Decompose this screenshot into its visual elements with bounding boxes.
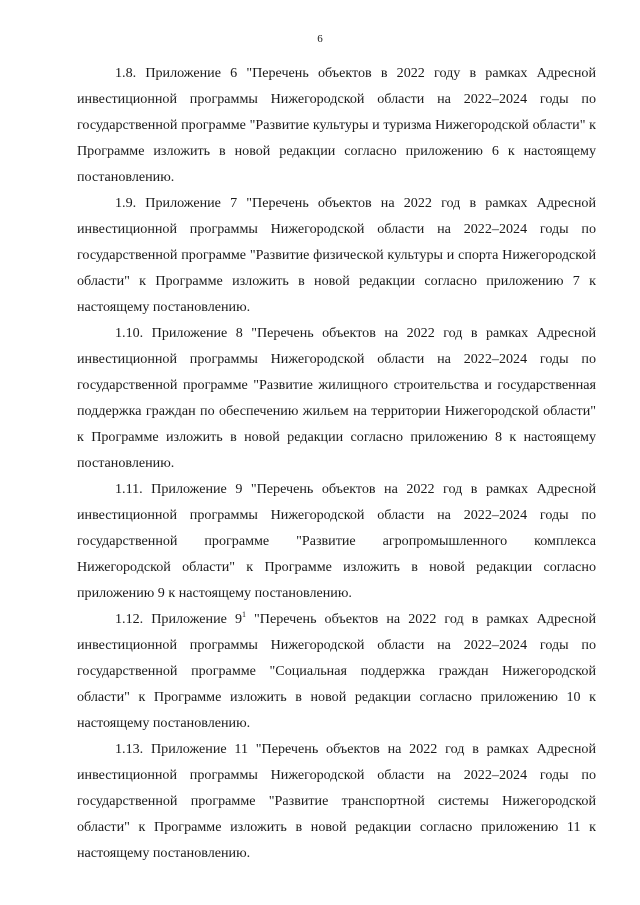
item-number: 1.9. xyxy=(115,195,137,211)
item-number: 1.8. xyxy=(115,65,137,81)
superscript-index: 1 xyxy=(242,610,246,619)
item-text: Приложение 8 "Перечень объектов на 2022 год в рамках Адресной инвестиционной программы Нижегородской области на 2022–2024 годы по государственной программе "Развитие жилищного строительства и государственная поддержка граждан по обеспечению жильем на территории Нижегородской области" к Программе изложить в новой редакции согласно приложению 8 к настоящему постановлению. xyxy=(77,325,596,471)
paragraph-1-10 xyxy=(77,320,596,476)
item-text: "Перечень объектов на 2022 год в рамках Адресной инвестиционной программы Нижегородской области на 2022–2024 годы по государственной программе "Социальная поддержка граждан Нижегородской области" к Программе изложить в новой редакции согласно приложению 10 к настоящему постановлению. xyxy=(77,611,597,731)
item-number: 1.10. xyxy=(115,325,144,341)
item-text: Приложение 6 "Перечень объектов в 2022 году в рамках Адресной инвестиционной программы Нижегородской области на 2022–2024 годы по государственной программе "Развитие культуры и туризма Нижегородской области" к Программе изложить в новой редакции согласно приложению 6 к настоящему постановлению. xyxy=(77,65,596,185)
document-body xyxy=(77,60,596,866)
paragraph-1-13 xyxy=(77,736,596,866)
item-text: Приложение 9 "Перечень объектов на 2022 год в рамках Адресной инвестиционной программы Нижегородской области на 2022–2024 годы по государственной программе "Развитие агропромышленного комплекса Нижегородской области" к Программе изложить в новой редакции согласно приложению 9 к настоящему постановлению. xyxy=(77,481,596,601)
page-number: 6 xyxy=(317,33,323,45)
paragraph-1-12 xyxy=(77,606,596,736)
item-text: Приложение 11 "Перечень объектов на 2022 год в рамках Адресной инвестиционной программы Нижегородской области на 2022–2024 годы по государственной программе "Развитие транспортной системы Нижегородской области" к Программе изложить в новой редакции согласно приложению 11 к настоящему постановлению. xyxy=(77,741,596,861)
item-text-prefix: Приложение 9 xyxy=(151,611,242,627)
item-number: 1.11. xyxy=(115,481,143,497)
item-number: 1.13. xyxy=(115,741,144,757)
item-number: 1.12. xyxy=(115,611,144,627)
paragraph-1-8 xyxy=(77,60,596,190)
paragraph-1-9 xyxy=(77,190,596,320)
item-text: Приложение 7 "Перечень объектов на 2022 год в рамках Адресной инвестиционной программы Нижегородской области на 2022–2024 годы по государственной программе "Развитие физической культуры и спорта Нижегородской области" к Программе изложить в новой редакции согласно приложению 7 к настоящему постановлению. xyxy=(77,195,596,315)
paragraph-1-11 xyxy=(77,476,596,606)
